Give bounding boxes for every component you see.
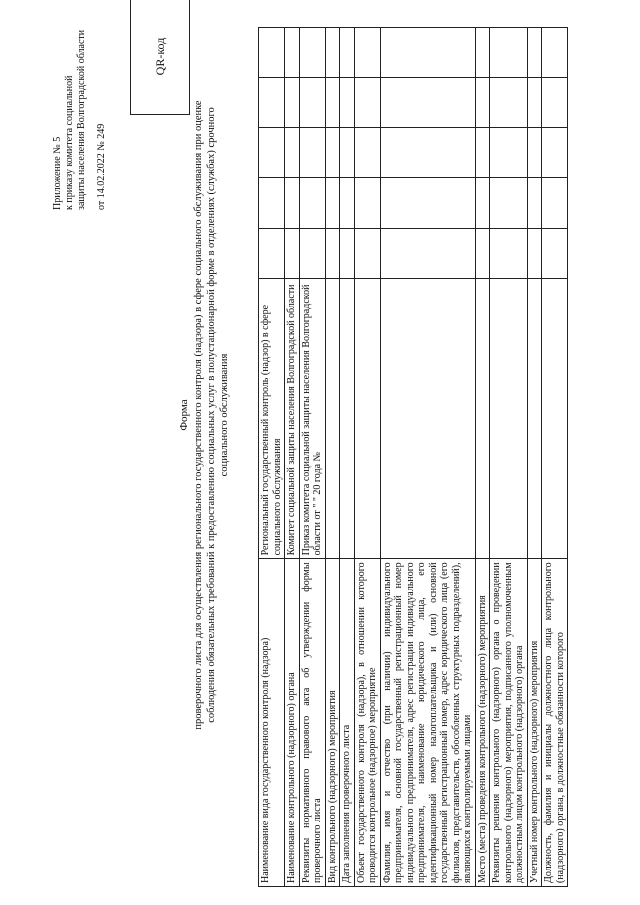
row-label: Вид контрольного (надзорного) мероприятия	[325, 559, 340, 887]
empty-cell[interactable]	[299, 78, 325, 128]
form-title-line-2: соблюдения обязательных требований к предоставлению социальных услуг в полустационарной форме в отделениях (службах) срочного	[206, 107, 217, 723]
empty-cell[interactable]	[285, 178, 300, 228]
row-value[interactable]	[380, 278, 475, 559]
empty-cell[interactable]	[490, 78, 528, 128]
empty-cell[interactable]	[259, 228, 285, 278]
row-label: Дата заполнения проверочного листа	[340, 559, 355, 887]
empty-cell[interactable]	[380, 78, 475, 128]
empty-cell[interactable]	[380, 128, 475, 178]
row-value[interactable]	[490, 278, 528, 559]
empty-cell[interactable]	[285, 78, 300, 128]
empty-cell[interactable]	[490, 228, 528, 278]
empty-cell[interactable]	[340, 128, 355, 178]
row-value[interactable]	[475, 278, 490, 559]
empty-cell[interactable]	[340, 228, 355, 278]
checklist-table	[258, 27, 568, 887]
appendix-date: от 14.02.2022 № 249	[96, 123, 107, 210]
empty-cell[interactable]	[527, 128, 542, 178]
empty-cell[interactable]	[299, 128, 325, 178]
qr-code-label: QR-код	[152, 37, 167, 76]
row-value[interactable]: Региональный государственный контроль (надзор) в сфере социального обслуживания	[259, 278, 285, 559]
empty-cell[interactable]	[325, 78, 340, 128]
table-row	[527, 28, 542, 887]
empty-cell[interactable]	[490, 128, 528, 178]
form-title-line-3: социального обслуживания	[219, 353, 230, 477]
empty-cell[interactable]	[380, 28, 475, 78]
empty-cell[interactable]	[325, 128, 340, 178]
table-row	[340, 28, 355, 887]
table-row	[354, 28, 380, 887]
empty-cell[interactable]	[527, 28, 542, 78]
empty-cell[interactable]	[490, 28, 528, 78]
empty-cell[interactable]	[259, 178, 285, 228]
row-label: Учетный номер контрольного (надзорного) мероприятия	[527, 559, 542, 887]
empty-cell[interactable]	[527, 178, 542, 228]
empty-cell[interactable]	[354, 28, 380, 78]
empty-cell[interactable]	[299, 178, 325, 228]
row-label: Реквизиты нормативного правового акта об утверждении формы проверочного листа	[299, 559, 325, 887]
table-row	[380, 28, 475, 887]
form-title-line-1: проверочного листа для осуществления регионального государственного контроля (надзора) в сфере социального обслуживания при оценке	[193, 100, 204, 730]
empty-cell[interactable]	[542, 228, 568, 278]
empty-cell[interactable]	[527, 78, 542, 128]
empty-cell[interactable]	[325, 178, 340, 228]
form-title-word: Форма	[178, 399, 190, 431]
form-title	[178, 65, 231, 765]
empty-cell[interactable]	[475, 78, 490, 128]
empty-cell[interactable]	[475, 28, 490, 78]
empty-cell[interactable]	[259, 128, 285, 178]
row-value[interactable]	[542, 278, 568, 559]
row-value[interactable]	[354, 278, 380, 559]
empty-cell[interactable]	[380, 178, 475, 228]
table-row	[299, 28, 325, 887]
row-value[interactable]: Приказ комитета социальной защиты населения Волгоградской области от " " 20 года №	[299, 278, 325, 559]
empty-cell[interactable]	[475, 128, 490, 178]
empty-cell[interactable]	[354, 78, 380, 128]
row-value[interactable]	[325, 278, 340, 559]
row-label: Реквизиты решения контрольного (надзорного) органа о проведении контрольного (надзорного) мероприятия, подписанного уполномоченным должностным лицом контрольного (надзорного) органа	[490, 559, 528, 887]
row-label: Объект государственного контроля (надзора), в отношении которого проводится контрольное (надзорное) мероприятие	[354, 559, 380, 887]
appendix-line-1: Приложение № 5	[52, 136, 63, 210]
empty-cell[interactable]	[285, 128, 300, 178]
row-value[interactable]	[340, 278, 355, 559]
table-row	[475, 28, 490, 887]
empty-cell[interactable]	[340, 28, 355, 78]
table-row	[542, 28, 568, 887]
empty-cell[interactable]	[340, 78, 355, 128]
empty-cell[interactable]	[285, 228, 300, 278]
row-value[interactable]	[527, 278, 542, 559]
empty-cell[interactable]	[542, 128, 568, 178]
row-label: Место (места) проведения контрольного (надзорного) мероприятия	[475, 559, 490, 887]
row-value[interactable]: Комитет социальной защиты населения Волгоградской области	[285, 278, 300, 559]
empty-cell[interactable]	[542, 78, 568, 128]
row-label: Наименование контрольного (надзорного) органа	[285, 559, 300, 887]
empty-cell[interactable]	[285, 28, 300, 78]
empty-cell[interactable]	[299, 28, 325, 78]
appendix-line-3: защиты населения Волгоградской области	[76, 29, 87, 210]
table-row	[325, 28, 340, 887]
empty-cell[interactable]	[325, 228, 340, 278]
empty-cell[interactable]	[325, 28, 340, 78]
row-label: Наименование вида государственного контроля (надзора)	[259, 559, 285, 887]
empty-cell[interactable]	[354, 178, 380, 228]
empty-cell[interactable]	[259, 28, 285, 78]
empty-cell[interactable]	[542, 28, 568, 78]
empty-cell[interactable]	[340, 178, 355, 228]
empty-cell[interactable]	[354, 128, 380, 178]
table-row	[285, 28, 300, 887]
empty-cell[interactable]	[490, 178, 528, 228]
empty-cell[interactable]	[475, 228, 490, 278]
empty-cell[interactable]	[380, 228, 475, 278]
empty-cell[interactable]	[542, 178, 568, 228]
empty-cell[interactable]	[259, 78, 285, 128]
table-row	[490, 28, 528, 887]
empty-cell[interactable]	[354, 228, 380, 278]
empty-cell[interactable]	[299, 228, 325, 278]
row-label: Должность, фамилия и инициалы должностного лица контрольного (надзорного) органа, в должностные обязанности которого	[542, 559, 568, 887]
table-row	[259, 28, 285, 887]
appendix-line-2: к приказу комитета социальной	[64, 75, 75, 210]
row-label: Фамилия, имя и отчество (при наличии) индивидуального предпринимателя, основной государственный регистрационный номер индивидуального предпринимателя, адрес регистрации индивидуального предпринимателя, наименование юридического лица, его идентификационный номер налогоплательщика и (или) основной государственный регистрационный номер, адрес юридического лица (его филиалов, представительств, обособленных структурных подразделений), являющихся контролируемыми лицами	[380, 559, 475, 887]
empty-cell[interactable]	[475, 178, 490, 228]
empty-cell[interactable]	[527, 228, 542, 278]
appendix-block	[52, 10, 108, 210]
